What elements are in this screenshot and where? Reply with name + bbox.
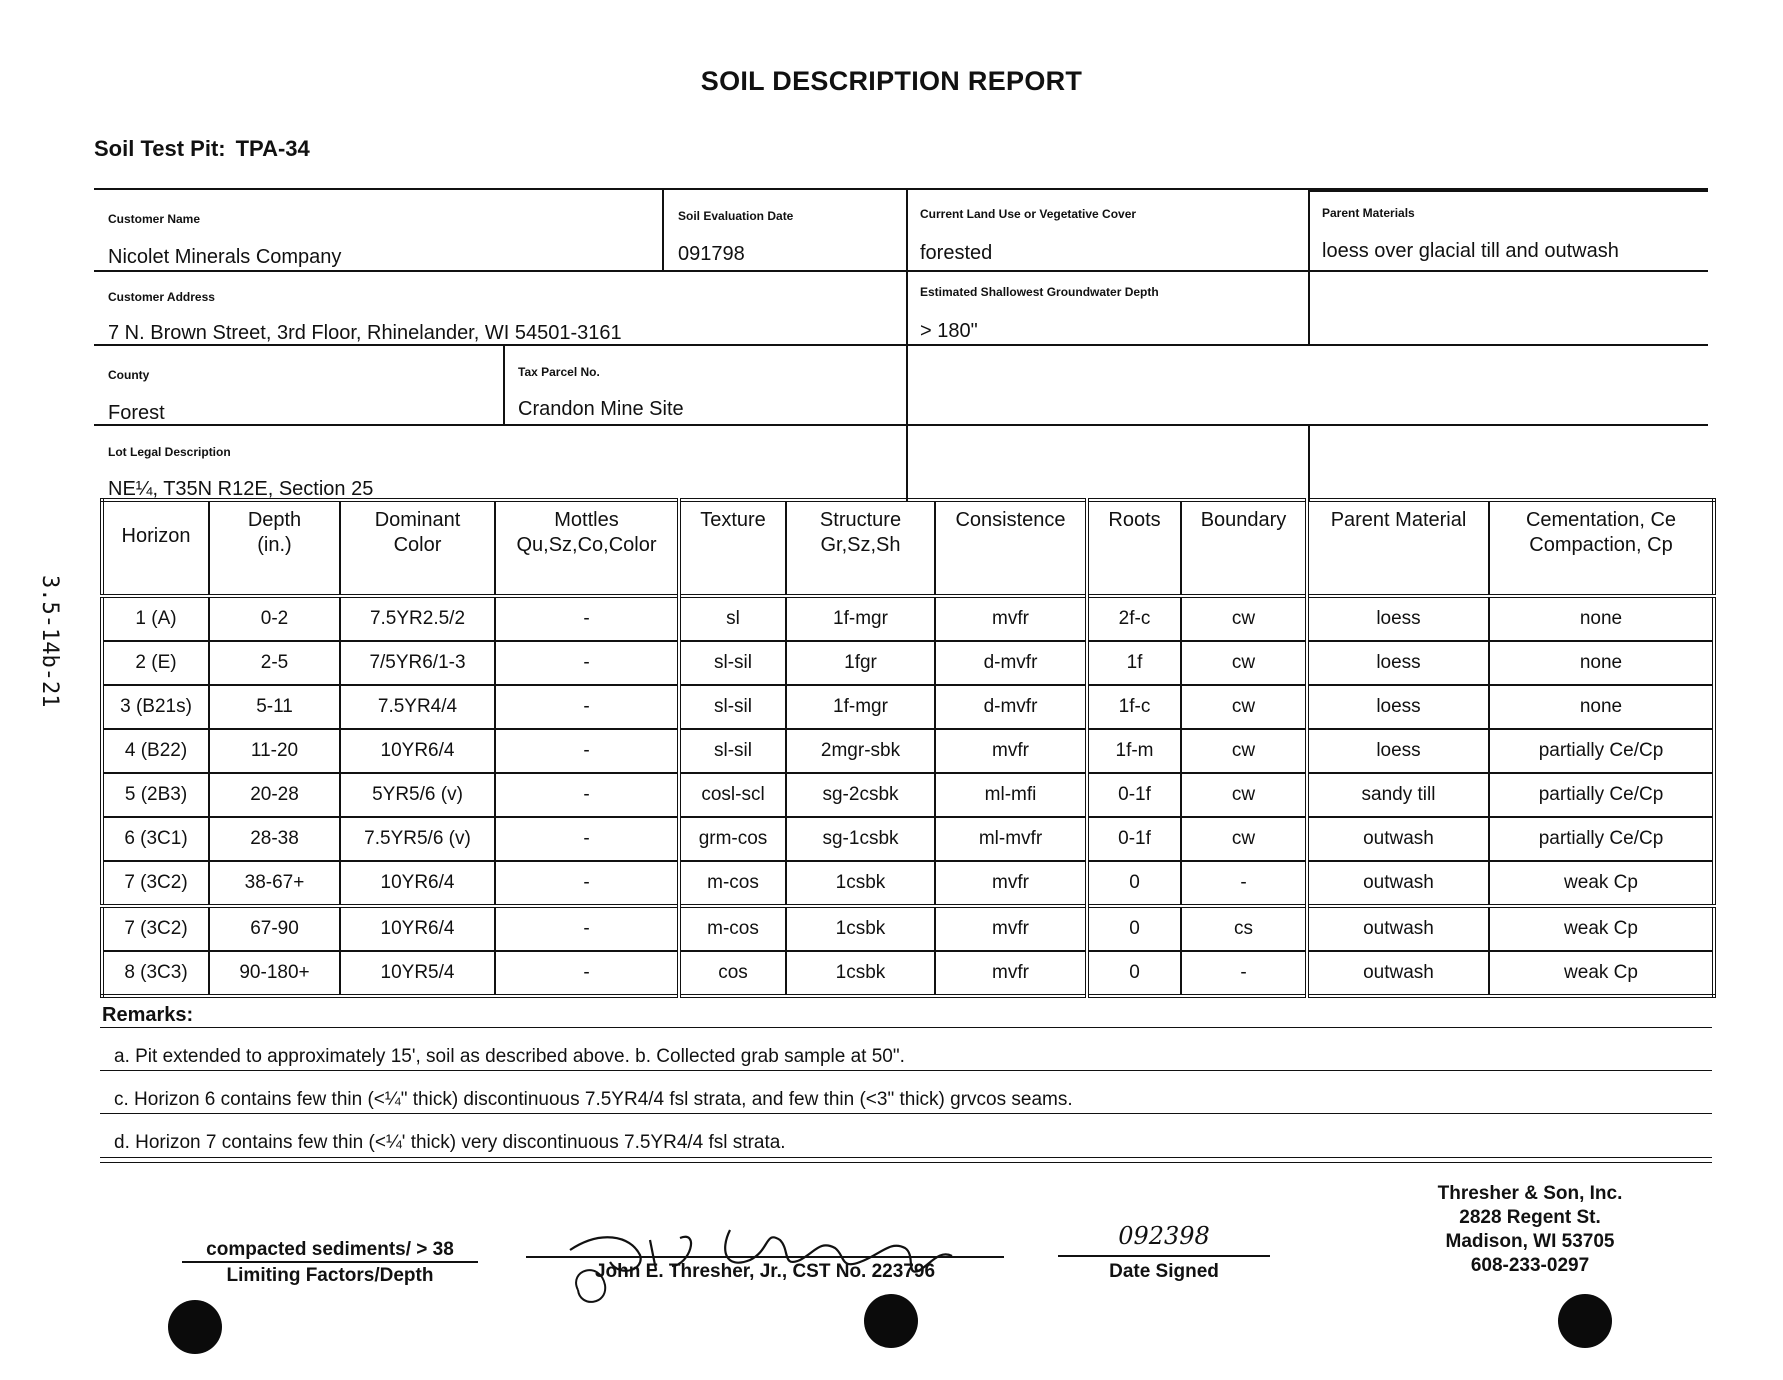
table-cell: mvfr — [935, 729, 1087, 773]
customer-address-label: Customer Address — [108, 290, 215, 304]
table-cell: - — [1181, 861, 1307, 906]
soil-test-pit-value: TPA-34 — [235, 136, 310, 161]
table-cell: 2 (E) — [102, 641, 209, 685]
parent-materials-label: Parent Materials — [1322, 206, 1415, 220]
table-cell: 5 (2B3) — [102, 773, 209, 817]
table-cell: mvfr — [935, 951, 1087, 996]
table-cell: 2mgr-sbk — [786, 729, 935, 773]
table-cell: 1f-mgr — [786, 685, 935, 729]
table-cell: 11-20 — [209, 729, 340, 773]
table-cell: sl — [679, 596, 786, 641]
remark-line: d. Horizon 7 contains few thin (<¼' thick) very discontinuous 7.5YR4/4 fsl strata. — [114, 1132, 786, 1153]
table-cell: partially Ce/Cp — [1489, 729, 1714, 773]
table-cell: partially Ce/Cp — [1489, 773, 1714, 817]
company-phone: 608-233-0297 — [1470, 1255, 1590, 1276]
column-header: Mottles Qu,Sz,Co,Color — [495, 500, 679, 596]
table-cell: 0 — [1087, 951, 1181, 996]
customer-name-label: Customer Name — [108, 212, 201, 226]
table-cell: none — [1489, 596, 1714, 641]
table-row — [102, 906, 1714, 951]
lot-legal-value: NE¼, T35N R12E, Section 25 — [108, 478, 374, 500]
table-cell: 0 — [1087, 861, 1181, 906]
table-cell: 0 — [1087, 906, 1181, 951]
table-cell: 1csbk — [786, 861, 935, 906]
soil-evaluation-date-value: 091798 — [678, 243, 745, 265]
table-row — [102, 641, 1714, 685]
table-cell: 8 (3C3) — [102, 951, 209, 996]
table-header-row — [102, 500, 1714, 596]
table-cell: 10YR6/4 — [340, 906, 495, 951]
table-cell: 1csbk — [786, 951, 935, 996]
column-header: Horizon — [102, 500, 209, 596]
table-cell: partially Ce/Cp — [1489, 817, 1714, 861]
table-cell: - — [495, 729, 679, 773]
table-cell: 5-11 — [209, 685, 340, 729]
table-cell: outwash — [1307, 861, 1489, 906]
table-cell: none — [1489, 641, 1714, 685]
table-row — [102, 817, 1714, 861]
table-cell: cosl-scl — [679, 773, 786, 817]
table-cell: 10YR5/4 — [340, 951, 495, 996]
signer-name: John E. Thresher, Jr., CST No. 223796 — [594, 1261, 936, 1282]
column-header: Dominant Color — [340, 500, 495, 596]
table-cell: sl-sil — [679, 685, 786, 729]
table-cell: cos — [679, 951, 786, 996]
table-cell: 6 (3C1) — [102, 817, 209, 861]
table-cell: 7 (3C2) — [102, 861, 209, 906]
table-cell: 4 (B22) — [102, 729, 209, 773]
customer-name-value: Nicolet Minerals Company — [108, 246, 342, 268]
column-header: Parent Material — [1307, 500, 1489, 596]
table-cell: 7.5YR5/6 (v) — [340, 817, 495, 861]
table-cell: - — [495, 596, 679, 641]
table-cell: - — [495, 861, 679, 906]
table-cell: 90-180+ — [209, 951, 340, 996]
company-name: Thresher & Son, Inc. — [1437, 1183, 1623, 1204]
table-cell: sl-sil — [679, 729, 786, 773]
punch-hole — [1558, 1294, 1612, 1348]
tax-parcel-value: Crandon Mine Site — [518, 398, 684, 420]
table-cell: weak Cp — [1489, 951, 1714, 996]
side-note: 3.5-14b-21 — [37, 575, 62, 708]
table-cell: sl-sil — [679, 641, 786, 685]
table-cell: cw — [1181, 729, 1307, 773]
table-cell: 20-28 — [209, 773, 340, 817]
column-header: Roots — [1087, 500, 1181, 596]
table-row — [102, 685, 1714, 729]
tax-parcel-label: Tax Parcel No. — [518, 365, 600, 379]
remarks-label: Remarks: — [102, 1004, 194, 1026]
company-block — [1370, 1182, 1690, 1278]
table-cell: cw — [1181, 817, 1307, 861]
column-header: Consistence — [935, 500, 1087, 596]
soil-test-pit — [94, 136, 310, 162]
table-cell: none — [1489, 685, 1714, 729]
date-signed-value: 092398 — [1118, 1222, 1210, 1250]
soil-evaluation-date-label: Soil Evaluation Date — [678, 209, 794, 223]
company-city: Madison, WI 53705 — [1445, 1231, 1615, 1252]
customer-address-value: 7 N. Brown Street, 3rd Floor, Rhinelander, WI 54501-3161 — [108, 322, 622, 344]
table-cell: outwash — [1307, 906, 1489, 951]
table-cell: 7/5YR6/1-3 — [340, 641, 495, 685]
table-row — [102, 951, 1714, 996]
table-cell: 1fgr — [786, 641, 935, 685]
table-cell: 3 (B21s) — [102, 685, 209, 729]
table-cell: 0-2 — [209, 596, 340, 641]
table-cell: - — [495, 817, 679, 861]
table-cell: cs — [1181, 906, 1307, 951]
punch-hole — [168, 1300, 222, 1354]
table-cell: 1 (A) — [102, 596, 209, 641]
table-cell: cw — [1181, 596, 1307, 641]
table-cell: - — [495, 641, 679, 685]
remark-line: c. Horizon 6 contains few thin (<¼" thick) discontinuous 7.5YR4/4 fsl strata, and few thin (<3" thick) grvcos seams. — [114, 1089, 1073, 1110]
table-cell: - — [495, 685, 679, 729]
lot-legal-label: Lot Legal Description — [108, 445, 231, 459]
land-use-value: forested — [920, 242, 993, 264]
table-cell: mvfr — [935, 596, 1087, 641]
table-cell: 67-90 — [209, 906, 340, 951]
table-cell: 1f — [1087, 641, 1181, 685]
table-cell: 1f-mgr — [786, 596, 935, 641]
table-cell: 10YR6/4 — [340, 861, 495, 906]
county-value: Forest — [108, 402, 165, 424]
table-cell: d-mvfr — [935, 641, 1087, 685]
remark-line: a. Pit extended to approximately 15', soil as described above. b. Collected grab sample at 50". — [114, 1046, 905, 1067]
column-header: Boundary — [1181, 500, 1307, 596]
table-cell: - — [495, 951, 679, 996]
column-header: Cementation, Ce Compaction, Cp — [1489, 500, 1714, 596]
table-row — [102, 729, 1714, 773]
punch-hole — [864, 1294, 918, 1348]
table-cell: 38-67+ — [209, 861, 340, 906]
table-cell: 1f-c — [1087, 685, 1181, 729]
table-cell: weak Cp — [1489, 906, 1714, 951]
parent-materials-value: loess over glacial till and outwash — [1322, 240, 1619, 262]
groundwater-depth-value: > 180" — [920, 320, 978, 342]
limiting-factors-value: compacted sediments/ > 38 — [206, 1239, 454, 1260]
county-label: County — [108, 368, 150, 382]
table-cell: 2f-c — [1087, 596, 1181, 641]
table-cell: m-cos — [679, 861, 786, 906]
land-use-label: Current Land Use or Vegetative Cover — [920, 207, 1137, 221]
table-cell: loess — [1307, 596, 1489, 641]
table-cell: loess — [1307, 641, 1489, 685]
column-header: Structure Gr,Sz,Sh — [786, 500, 935, 596]
table-cell: 7 (3C2) — [102, 906, 209, 951]
table-cell: d-mvfr — [935, 685, 1087, 729]
table-cell: 7.5YR4/4 — [340, 685, 495, 729]
table-cell: 10YR6/4 — [340, 729, 495, 773]
date-signed-label: Date Signed — [1109, 1261, 1219, 1282]
table-cell: ml-mfi — [935, 773, 1087, 817]
table-cell: weak Cp — [1489, 861, 1714, 906]
table-row — [102, 861, 1714, 906]
table-cell: sg-1csbk — [786, 817, 935, 861]
table-cell: sandy till — [1307, 773, 1489, 817]
table-cell: cw — [1181, 641, 1307, 685]
groundwater-depth-label: Estimated Shallowest Groundwater Depth — [920, 285, 1159, 299]
table-cell: - — [1181, 951, 1307, 996]
column-header: Depth (in.) — [209, 500, 340, 596]
table-cell: - — [495, 906, 679, 951]
table-cell: 28-38 — [209, 817, 340, 861]
table-cell: 2-5 — [209, 641, 340, 685]
column-header: Texture — [679, 500, 786, 596]
table-cell: mvfr — [935, 861, 1087, 906]
table-cell: cw — [1181, 685, 1307, 729]
table-cell: m-cos — [679, 906, 786, 951]
table-cell: 1f-m — [1087, 729, 1181, 773]
signature-scribble — [560, 1200, 980, 1310]
table-row — [102, 773, 1714, 817]
table-cell: loess — [1307, 685, 1489, 729]
soil-horizon-table — [100, 498, 1716, 998]
table-cell: mvfr — [935, 906, 1087, 951]
table-cell: 7.5YR2.5/2 — [340, 596, 495, 641]
table-cell: ml-mvfr — [935, 817, 1087, 861]
table-row — [102, 596, 1714, 641]
table-cell: outwash — [1307, 951, 1489, 996]
table-cell: 1csbk — [786, 906, 935, 951]
limiting-factors-label: Limiting Factors/Depth — [226, 1265, 434, 1286]
report-title: SOIL DESCRIPTION REPORT — [700, 66, 1083, 96]
soil-test-pit-label: Soil Test Pit: — [94, 136, 226, 161]
table-cell: 0-1f — [1087, 773, 1181, 817]
table-cell: - — [495, 773, 679, 817]
table-cell: outwash — [1307, 817, 1489, 861]
table-cell: cw — [1181, 773, 1307, 817]
table-cell: grm-cos — [679, 817, 786, 861]
table-cell: sg-2csbk — [786, 773, 935, 817]
table-cell: 5YR5/6 (v) — [340, 773, 495, 817]
table-cell: 0-1f — [1087, 817, 1181, 861]
table-cell: loess — [1307, 729, 1489, 773]
company-street: 2828 Regent St. — [1459, 1207, 1601, 1228]
